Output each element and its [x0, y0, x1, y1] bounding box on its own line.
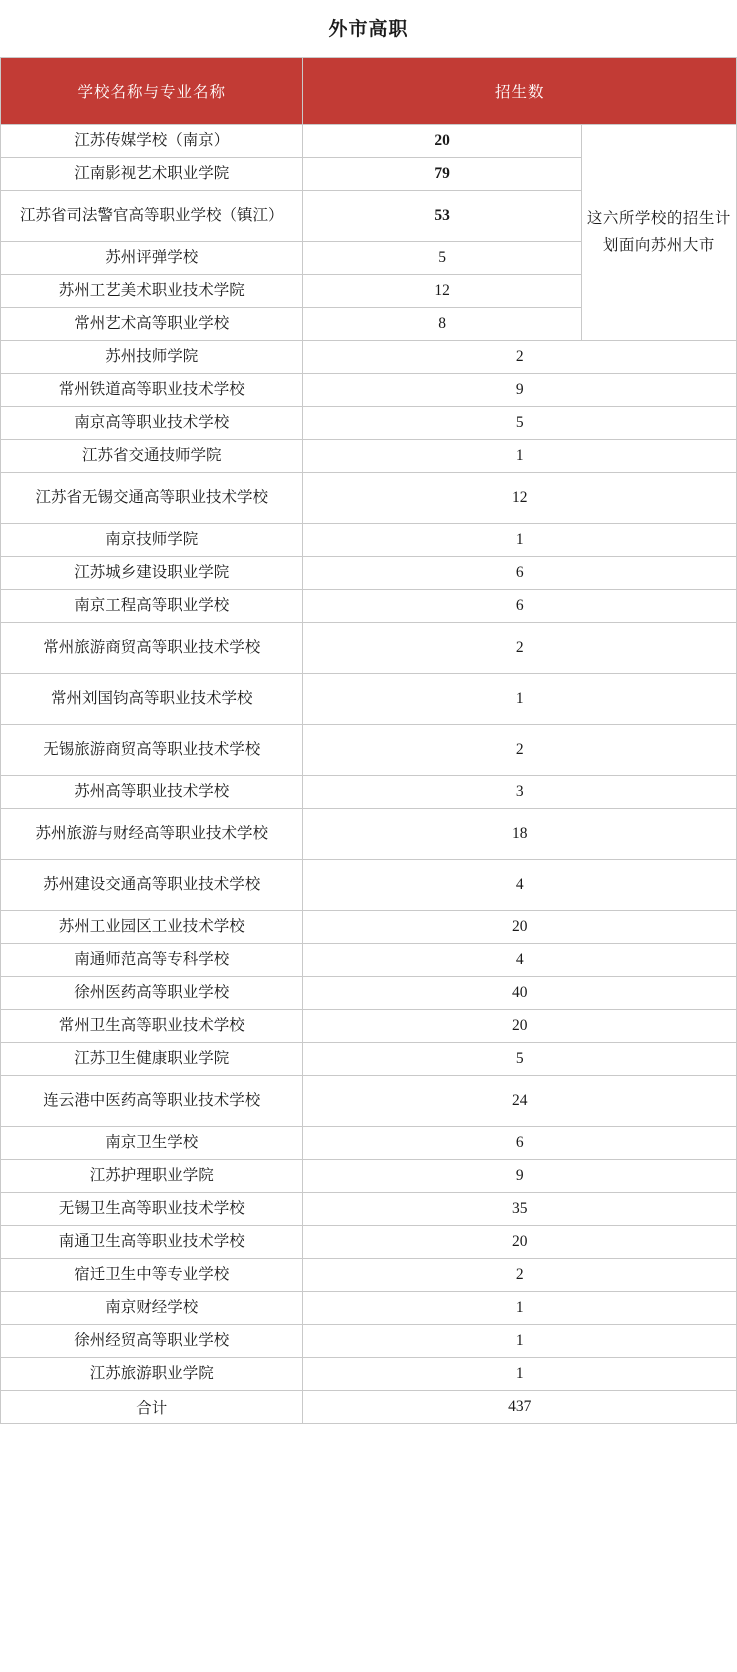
school-name-cell: 苏州高等职业技术学校 [1, 776, 303, 809]
school-name-cell: 南京工程高等职业学校 [1, 590, 303, 623]
school-name-cell: 无锡卫生高等职业技术学校 [1, 1193, 303, 1226]
table-row [1, 1160, 737, 1193]
enrollment-count-cell: 6 [303, 557, 737, 590]
school-name-cell: 南京技师学院 [1, 524, 303, 557]
table-header-row [1, 58, 737, 125]
total-count-cell: 437 [303, 1391, 737, 1424]
school-name-cell: 江南影视艺术职业学院 [1, 158, 303, 191]
school-name-cell: 江苏旅游职业学院 [1, 1358, 303, 1391]
enrollment-count-cell: 1 [303, 674, 737, 725]
column-header-school: 学校名称与专业名称 [1, 58, 303, 125]
table-row [1, 674, 737, 725]
enrollment-count-cell: 2 [303, 725, 737, 776]
enrollment-count-cell: 35 [303, 1193, 737, 1226]
table-row [1, 1292, 737, 1325]
table-row [1, 1076, 737, 1127]
table-row [1, 623, 737, 674]
table-row [1, 1010, 737, 1043]
school-name-cell: 南通师范高等专科学校 [1, 944, 303, 977]
school-name-cell: 常州刘国钧高等职业技术学校 [1, 674, 303, 725]
enrollment-count-cell: 20 [303, 125, 581, 158]
enrollment-count-cell: 6 [303, 590, 737, 623]
table-row [1, 440, 737, 473]
table-row [1, 1043, 737, 1076]
enrollment-count-cell: 79 [303, 158, 581, 191]
table-row [1, 911, 737, 944]
school-name-cell: 南京卫生学校 [1, 1127, 303, 1160]
enrollment-count-cell: 9 [303, 1160, 737, 1193]
school-name-cell: 江苏省司法警官高等职业学校（镇江） [1, 191, 303, 242]
enrollment-count-cell: 20 [303, 1226, 737, 1259]
school-name-cell: 苏州技师学院 [1, 341, 303, 374]
table-row [1, 590, 737, 623]
column-header-count: 招生数 [303, 58, 737, 125]
school-name-cell: 苏州工艺美术职业技术学院 [1, 275, 303, 308]
school-name-cell: 宿迁卫生中等专业学校 [1, 1259, 303, 1292]
enrollment-count-cell: 1 [303, 1292, 737, 1325]
enrollment-count-cell: 2 [303, 623, 737, 674]
enrollment-count-cell: 5 [303, 242, 581, 275]
enrollment-count-cell: 1 [303, 1358, 737, 1391]
school-name-cell: 苏州评弹学校 [1, 242, 303, 275]
school-name-cell: 江苏城乡建设职业学院 [1, 557, 303, 590]
table-row [1, 1193, 737, 1226]
enrollment-count-cell: 12 [303, 275, 581, 308]
table-row [1, 557, 737, 590]
enrollment-count-cell: 24 [303, 1076, 737, 1127]
enrollment-count-cell: 40 [303, 977, 737, 1010]
school-name-cell: 苏州旅游与财经高等职业技术学校 [1, 809, 303, 860]
enrollment-count-cell: 18 [303, 809, 737, 860]
table-row [1, 944, 737, 977]
scope-note-cell: 这六所学校的招生计划面向苏州大市 [581, 125, 736, 341]
table-row [1, 407, 737, 440]
school-name-cell: 常州卫生高等职业技术学校 [1, 1010, 303, 1043]
total-label-cell: 合计 [1, 1391, 303, 1424]
enrollment-count-cell: 9 [303, 374, 737, 407]
table-row [1, 725, 737, 776]
enrollment-count-cell: 5 [303, 1043, 737, 1076]
school-name-cell: 江苏省无锡交通高等职业技术学校 [1, 473, 303, 524]
table-row [1, 125, 737, 158]
enrollment-count-cell: 20 [303, 1010, 737, 1043]
school-name-cell: 常州铁道高等职业技术学校 [1, 374, 303, 407]
school-name-cell: 苏州工业园区工业技术学校 [1, 911, 303, 944]
enrollment-count-cell: 1 [303, 524, 737, 557]
enrollment-count-cell: 6 [303, 1127, 737, 1160]
table-row [1, 1127, 737, 1160]
enrollment-count-cell: 2 [303, 1259, 737, 1292]
enrollment-count-cell: 8 [303, 308, 581, 341]
school-name-cell: 无锡旅游商贸高等职业技术学校 [1, 725, 303, 776]
enrollment-table [0, 57, 737, 1424]
table-row [1, 1358, 737, 1391]
table-row [1, 341, 737, 374]
enrollment-count-cell: 20 [303, 911, 737, 944]
school-name-cell: 江苏护理职业学院 [1, 1160, 303, 1193]
table-row [1, 1226, 737, 1259]
table-row [1, 473, 737, 524]
school-name-cell: 徐州经贸高等职业学校 [1, 1325, 303, 1358]
school-name-cell: 常州艺术高等职业学校 [1, 308, 303, 341]
school-name-cell: 连云港中医药高等职业技术学校 [1, 1076, 303, 1127]
enrollment-count-cell: 53 [303, 191, 581, 242]
enrollment-count-cell: 1 [303, 440, 737, 473]
school-name-cell: 南京财经学校 [1, 1292, 303, 1325]
table-row [1, 1325, 737, 1358]
school-name-cell: 江苏省交通技师学院 [1, 440, 303, 473]
enrollment-count-cell: 4 [303, 944, 737, 977]
table-body [1, 125, 737, 1424]
school-name-cell: 南京高等职业技术学校 [1, 407, 303, 440]
enrollment-count-cell: 2 [303, 341, 737, 374]
table-row [1, 374, 737, 407]
school-name-cell: 南通卫生高等职业技术学校 [1, 1226, 303, 1259]
table-row [1, 860, 737, 911]
table-row [1, 977, 737, 1010]
school-name-cell: 徐州医药高等职业学校 [1, 977, 303, 1010]
table-total-row [1, 1391, 737, 1424]
table-row [1, 524, 737, 557]
school-name-cell: 江苏卫生健康职业学院 [1, 1043, 303, 1076]
school-name-cell: 常州旅游商贸高等职业技术学校 [1, 623, 303, 674]
table-row [1, 809, 737, 860]
page-title: 外市高职 [328, 19, 409, 40]
school-name-cell: 江苏传媒学校（南京） [1, 125, 303, 158]
school-name-cell: 苏州建设交通高等职业技术学校 [1, 860, 303, 911]
enrollment-count-cell: 12 [303, 473, 737, 524]
enrollment-count-cell: 4 [303, 860, 737, 911]
table-row [1, 776, 737, 809]
table-row [1, 1259, 737, 1292]
enrollment-count-cell: 1 [303, 1325, 737, 1358]
enrollment-count-cell: 3 [303, 776, 737, 809]
enrollment-count-cell: 5 [303, 407, 737, 440]
